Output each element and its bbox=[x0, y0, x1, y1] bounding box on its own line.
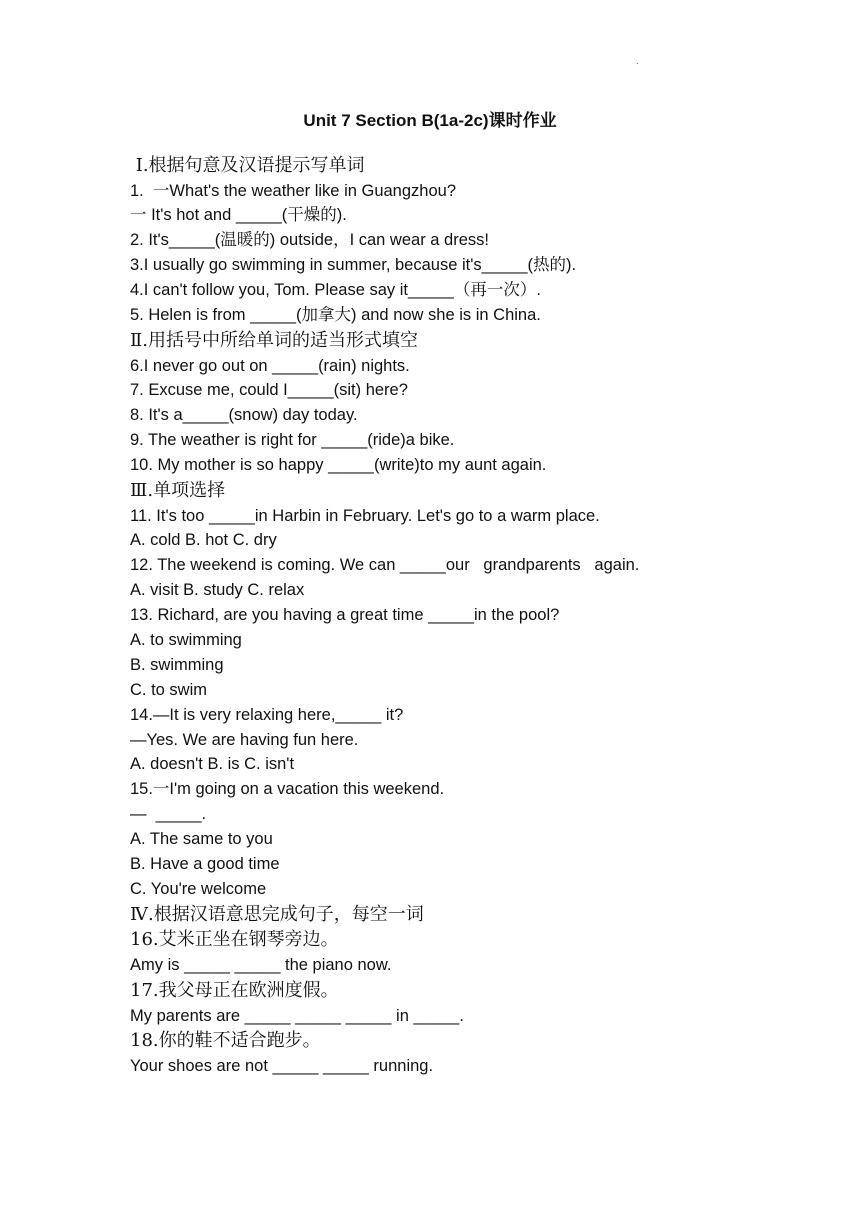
question-18-sentence: Your shoes are not _____ _____ running. bbox=[130, 1056, 434, 1075]
question-3: 3.I usually go swimming in summer, because it's_____(热的). bbox=[130, 256, 577, 275]
question-11: 11. It's too _____in Harbin in February. Let's go to a warm place. bbox=[130, 506, 600, 525]
question-15-response: — _____. bbox=[130, 805, 207, 824]
question-18-prompt: 18.你的鞋不适合跑步。 bbox=[130, 1030, 321, 1052]
question-13-option-c: C. to swim bbox=[130, 680, 208, 699]
question-13: 13. Richard, are you having a great time _____in the pool? bbox=[130, 606, 560, 625]
question-8: 8. It's a_____(snow) day today. bbox=[130, 406, 358, 425]
question-2: 2. It's_____(温暖的) outside，I can wear a dress! bbox=[130, 231, 489, 250]
question-9: 9. The weather is right for _____(ride)a bike. bbox=[130, 431, 455, 450]
question-12-options: A. visit B. study C. relax bbox=[130, 581, 305, 600]
question-4: 4.I can't follow you, Tom. Please say it_____（再一次）. bbox=[130, 281, 541, 300]
question-13-option-b: B. swimming bbox=[130, 655, 224, 674]
question-15-option-c: C. You're welcome bbox=[130, 879, 267, 898]
question-16-sentence: Amy is _____ _____ the piano now. bbox=[130, 956, 392, 975]
question-12: 12. The weekend is coming. We can _____our grandparents again. bbox=[130, 556, 640, 575]
answer-1-line: 一 It's hot and _____(干燥的). bbox=[130, 206, 347, 225]
question-11-options: A. cold B. hot C. dry bbox=[130, 531, 277, 550]
question-5: 5. Helen is from _____(加拿大) and now she is in China. bbox=[130, 306, 541, 325]
question-7: 7. Excuse me, could I_____(sit) here? bbox=[130, 381, 408, 400]
question-14-response: —Yes. We are having fun here. bbox=[130, 730, 359, 749]
question-13-option-a: A. to swimming bbox=[130, 631, 242, 650]
section-1-heading: Ⅰ.根据句意及汉语提示写单词 bbox=[130, 155, 365, 176]
question-15: 15.一I'm going on a vacation this weekend. bbox=[130, 780, 445, 799]
question-1: 1. 一What's the weather like in Guangzhou? bbox=[130, 181, 456, 200]
question-6: 6.I never go out on _____(rain) nights. bbox=[130, 356, 410, 375]
section-2-heading: Ⅱ.用括号中所给单词的适当形式填空 bbox=[130, 329, 418, 351]
page-title: Unit 7 Section B(1a-2c)课时作业 bbox=[303, 111, 557, 130]
question-15-option-a: A. The same to you bbox=[130, 830, 273, 849]
section-4-heading: Ⅳ.根据汉语意思完成句子，每空一词 bbox=[130, 903, 424, 925]
question-10: 10. My mother is so happy _____(write)to my aunt again. bbox=[130, 456, 547, 475]
question-17-prompt: 17.我父母正在欧洲度假。 bbox=[130, 979, 339, 1001]
question-17-sentence: My parents are _____ _____ _____ in _____. bbox=[130, 1006, 464, 1025]
question-15-option-b: B. Have a good time bbox=[130, 855, 280, 874]
question-16-prompt: 16.艾米正坐在钢琴旁边。 bbox=[130, 929, 339, 951]
corner-mark: . bbox=[636, 56, 639, 66]
question-14-options: A. doesn't B. is C. isn't bbox=[130, 755, 295, 774]
worksheet-content bbox=[130, 153, 780, 1079]
section-3-heading: Ⅲ.单项选择 bbox=[130, 479, 226, 501]
question-14: 14.—It is very relaxing here,_____ it? bbox=[130, 705, 404, 724]
